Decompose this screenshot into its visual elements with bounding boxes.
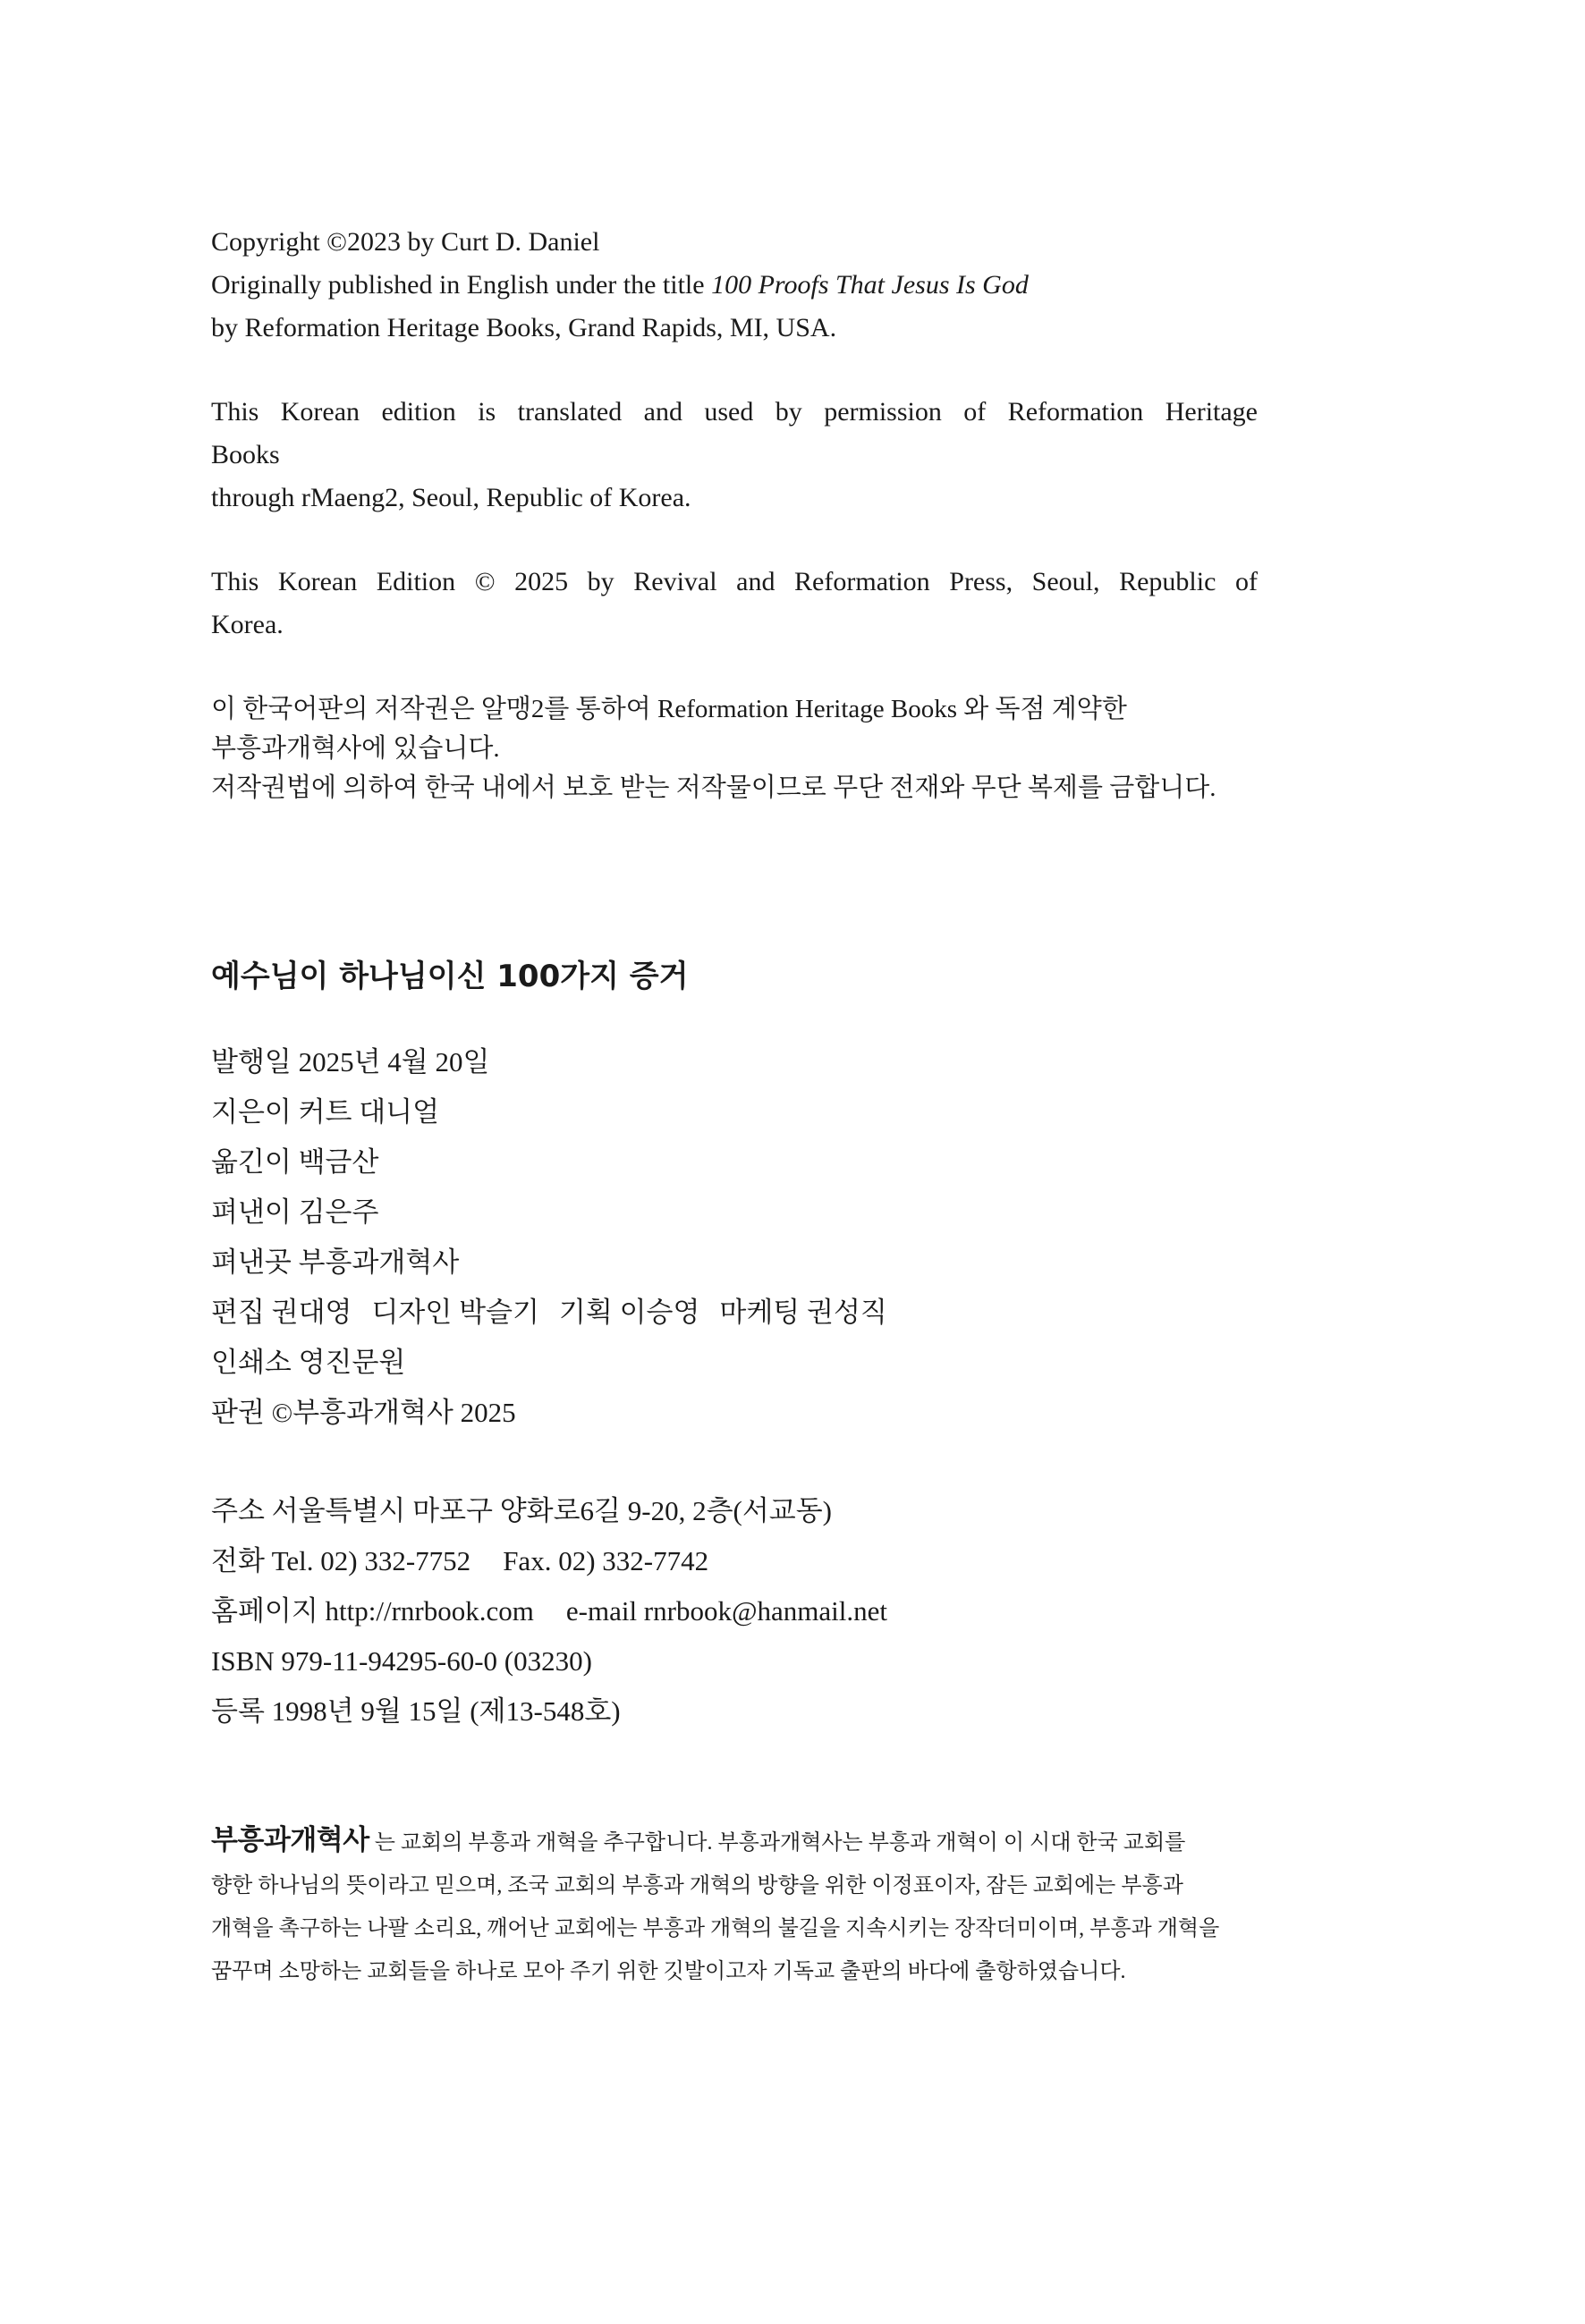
permission-line-3: through rMaeng2, Seoul, Republic of Korea.	[211, 483, 691, 512]
author: 지은이 커트 대니얼	[211, 1096, 440, 1128]
colophon-block	[211, 1037, 887, 1438]
permission-line-2: Books	[211, 440, 280, 469]
korean-notice-line-1: 이 한국어판의 저작권은 알맹2를 통하여 Reformation Heritage Books 와 독점 계약한	[211, 695, 1127, 723]
printing: 인쇄소 영진문원	[211, 1347, 406, 1378]
address: 주소 서울특별시 마포구 양화로6길 9-20, 2층(서교동)	[211, 1495, 832, 1526]
staff-line	[211, 1288, 887, 1338]
original-title-line	[211, 264, 1029, 307]
publisher-logo-text: 부흥과개혁사	[211, 1824, 369, 1856]
about-publisher	[211, 1819, 1258, 1993]
publisher: 펴낸곳 부흥과개혁사	[211, 1247, 460, 1278]
publisher-person: 펴낸이 김은주	[211, 1196, 379, 1228]
edition-line-2: Korea.	[211, 610, 284, 639]
permission-line-1: This Korean edition is translated and used by permission of Reformation Heritage	[211, 397, 1258, 427]
fax: Fax. 02) 332-7742	[503, 1545, 709, 1576]
design-credit: 디자인 박슬기	[371, 1297, 539, 1328]
homepage: 홈페이지 http://rnrbook.com	[211, 1595, 534, 1627]
marketing-credit: 마케팅 권성직	[719, 1297, 887, 1328]
web-line	[211, 1586, 887, 1636]
korean-notice-block	[211, 689, 1216, 807]
phone-fax-line	[211, 1536, 887, 1586]
permission-block	[211, 391, 1258, 520]
original-title: 100 Proofs That Jesus Is God	[711, 270, 1029, 300]
copyright-block	[211, 221, 1029, 350]
phone: 전화 Tel. 02) 332-7752	[211, 1545, 471, 1576]
original-title-prefix: Originally published in English under the title	[211, 270, 712, 300]
korean-notice-line-3: 저작권법에 의하여 한국 내에서 보호 받는 저작물이므로 무단 전재와 무단 복제를 금합니다.	[211, 773, 1216, 802]
book-title: 예수님이 하나님이신 100가지 증거	[211, 959, 689, 994]
korean-notice-line-2: 부흥과개혁사에 있습니다.	[211, 734, 500, 763]
isbn: ISBN 979-11-94295-60-0 (03230)	[211, 1645, 592, 1677]
contact-block	[211, 1486, 887, 1737]
edition-block	[211, 561, 1258, 646]
editing-credit: 편집 권대영	[211, 1297, 352, 1328]
about-line-1-text: 는 교회의 부흥과 개혁을 추구합니다. 부흥과개혁사는 부흥과 개혁이 이 시대 한국 교회를	[369, 1831, 1186, 1855]
about-line-4: 꿈꾸며 소망하는 교회들을 하나로 모아 주기 위한 깃발이고자 기독교 출판의 바다에 출항하였습니다.	[211, 1960, 1126, 1983]
about-line-1	[211, 1819, 1258, 1864]
email: e-mail rnrbook@hanmail.net	[565, 1595, 887, 1627]
translator: 옮긴이 백금산	[211, 1146, 379, 1178]
issue-date: 발행일 2025년 4월 20일	[211, 1046, 490, 1077]
rights: 판권 ©부흥과개혁사 2025	[211, 1397, 516, 1428]
registration: 등록 1998년 9월 15일 (제13-548호)	[211, 1695, 621, 1727]
about-line-3: 개혁을 촉구하는 나팔 소리요, 깨어난 교회에는 부흥과 개혁의 불길을 지속시키는 장작더미이며, 부흥과 개혁을	[211, 1917, 1220, 1940]
edition-line-1: This Korean Edition © 2025 by Revival and Reformation Press, Seoul, Republic of	[211, 567, 1258, 596]
planning-credit: 기획 이승영	[558, 1297, 700, 1328]
original-publisher-line: by Reformation Heritage Books, Grand Rapids, MI, USA.	[211, 313, 837, 342]
copyright-line: Copyright ©2023 by Curt D. Daniel	[211, 227, 600, 257]
about-line-2: 향한 하나님의 뜻이라고 믿으며, 조국 교회의 부흥과 개혁의 방향을 위한 이정표이자, 잠든 교회에는 부흥과	[211, 1874, 1183, 1897]
